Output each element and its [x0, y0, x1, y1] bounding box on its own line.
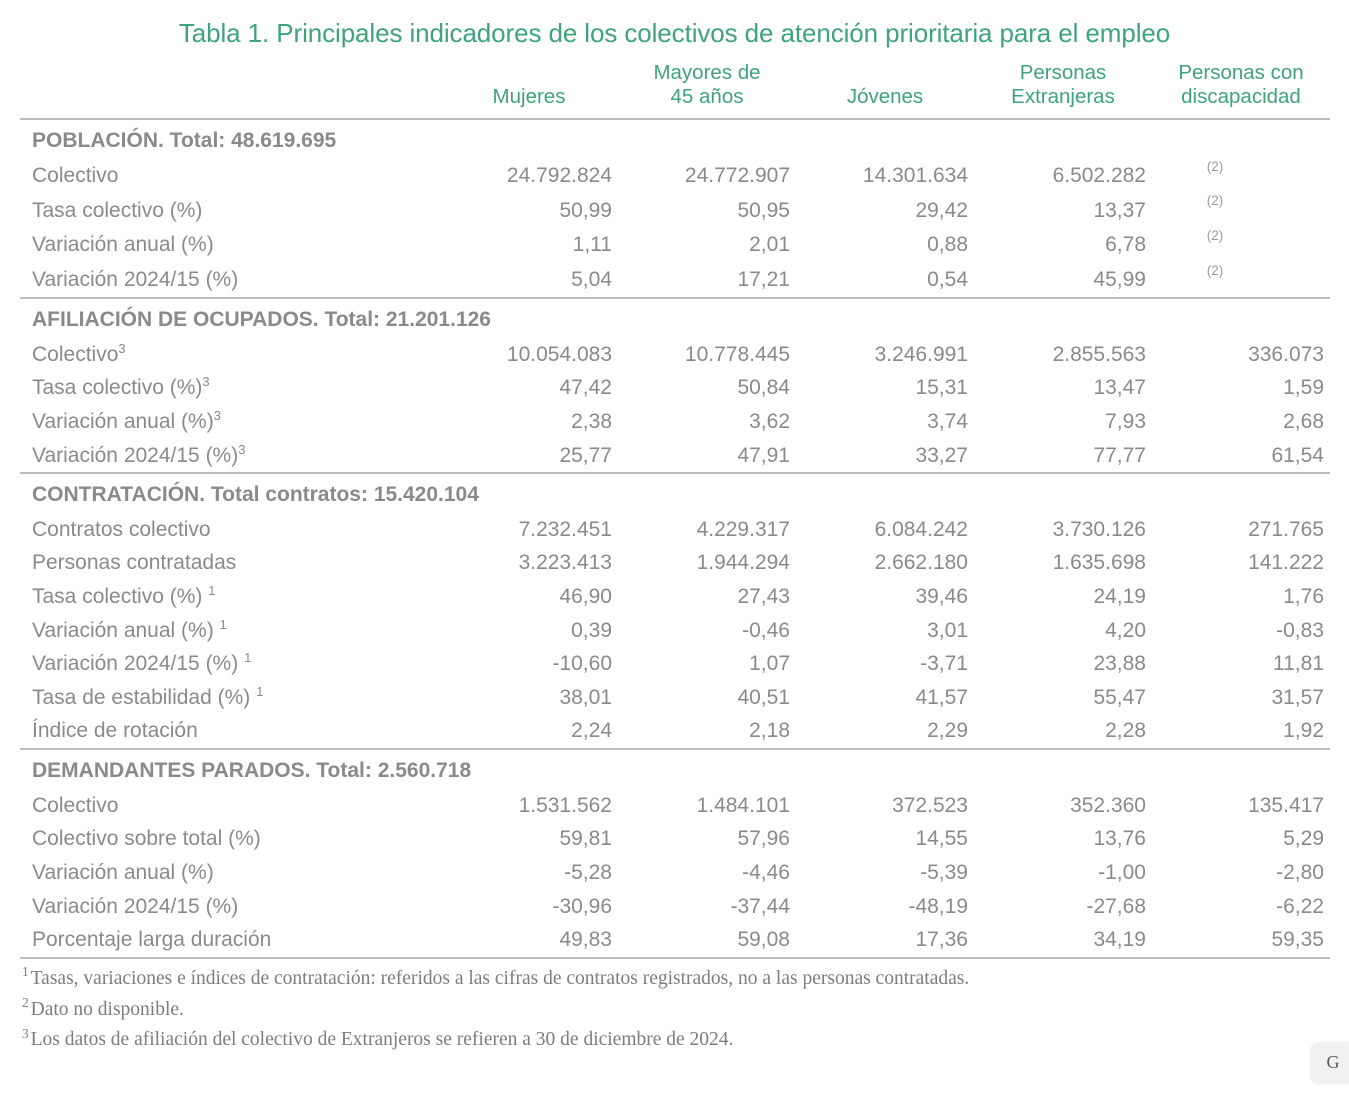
table-cell: 5,29	[1283, 827, 1324, 851]
row-label	[20, 681, 440, 715]
table-cell: 17,36	[796, 923, 974, 958]
table-cell: 0,54	[927, 268, 968, 292]
table-cell: 77,77	[1093, 443, 1146, 467]
table-cell: 2,01	[749, 233, 790, 257]
table-cell: 11,81	[1273, 652, 1324, 676]
table-cell: 59,08	[618, 923, 796, 958]
row-label	[20, 338, 440, 372]
row-label-footnote-marker: 3	[118, 340, 126, 356]
column-header-line2: Extranjeras	[1011, 84, 1115, 108]
table-cell: 2,29	[927, 719, 968, 743]
row-label-text: Colectivo	[32, 793, 119, 817]
footnote-marker: 1	[22, 964, 29, 980]
table-cell: -10,60	[552, 652, 612, 676]
row-label-footnote-marker: 3	[202, 374, 210, 390]
table-cell: -0,46	[742, 618, 790, 642]
section-header-row	[20, 473, 1330, 513]
table-cell: 1,07	[749, 652, 790, 676]
row-label	[20, 439, 440, 474]
column-header-jovenes	[796, 55, 974, 119]
table-cell: 33,27	[915, 443, 968, 467]
section-heading: DEMANDANTES PARADOS. Total: 2.560.718	[20, 749, 1330, 789]
table-cell: 1.944.294	[696, 551, 790, 575]
footnote-item	[22, 995, 1322, 1026]
table-cell: -5,39	[920, 860, 968, 884]
row-label	[20, 228, 440, 263]
table-cell: 7,93	[1105, 410, 1146, 433]
section-header-row	[20, 298, 1330, 338]
section-header-row	[20, 119, 1330, 159]
indicators-table	[20, 55, 1330, 959]
not-available-marker: (2)	[1206, 262, 1224, 278]
row-label	[20, 580, 440, 614]
row-label-text: Tasa de estabilidad (%)	[32, 685, 257, 709]
row-label-text: Variación anual (%)	[32, 410, 214, 433]
table-cell: -4,46	[742, 860, 790, 884]
column-header-line1: Mayores de	[653, 61, 761, 84]
table-cell: 49,83	[440, 923, 618, 958]
footnote-item	[22, 1025, 1322, 1056]
table-cell: 6.084.242	[874, 517, 968, 541]
row-label	[20, 159, 440, 194]
row-label	[20, 714, 440, 749]
table-row	[20, 681, 1330, 715]
table-cell: 2,68	[1283, 410, 1324, 433]
column-header-blank	[20, 55, 440, 119]
table-cell: 39,46	[915, 585, 968, 609]
row-label-text: Porcentaje larga duración	[32, 928, 272, 952]
corner-chip-glyph: G	[1326, 1051, 1340, 1072]
table-cell: -27,68	[1086, 894, 1146, 918]
table-cell: 6.502.282	[1052, 164, 1146, 188]
table-cell: 10.778.445	[684, 342, 790, 366]
section-heading: CONTRATACIÓN. Total contratos: 15.420.104	[20, 473, 1330, 513]
table-row	[20, 263, 1330, 299]
table-cell: -1,00	[1098, 860, 1146, 884]
row-label	[20, 789, 440, 823]
table-cell: 17,21	[737, 268, 790, 292]
table-cell: 23,88	[1093, 652, 1146, 676]
row-label	[20, 546, 440, 580]
table-cell: 141.222	[1248, 551, 1324, 575]
column-header-line1: Personas	[1019, 61, 1107, 84]
row-label-text: Tasa colectivo (%)	[32, 198, 203, 222]
table-cell: 61,54	[1271, 443, 1324, 467]
row-label-footnote-marker: 1	[256, 683, 264, 699]
table-row	[20, 439, 1330, 474]
page-title: Tabla 1. Principales indicadores de los colectivos de atención prioritaria para el empleo	[178, 18, 1171, 48]
table-cell: -30,96	[552, 894, 612, 918]
cell-not-available	[1152, 193, 1330, 228]
not-available-marker: (2)	[1206, 227, 1224, 243]
table-cell: 47,42	[559, 376, 612, 400]
table-row	[20, 822, 1330, 856]
table-row	[20, 714, 1330, 749]
section-heading: AFILIACIÓN DE OCUPADOS. Total: 21.201.126	[20, 298, 1330, 338]
table-cell: 24.792.824	[506, 164, 612, 188]
table-row	[20, 856, 1330, 890]
table-cell: 15,31	[915, 376, 968, 400]
row-label-text: Variación anual (%)	[32, 618, 220, 642]
footnote-text: Tasas, variaciones e índices de contratación: referidos a las cifras de contratos registrados, no a las personas contratadas.	[30, 967, 970, 989]
row-label	[20, 890, 440, 924]
table-cell: 59,81	[559, 827, 612, 851]
table-cell: 47,91	[737, 443, 790, 467]
table-cell: 14,55	[915, 827, 968, 851]
column-header-line2: 45 años	[670, 84, 744, 108]
row-label-text: Variación 2024/15 (%)	[32, 268, 239, 292]
table-cell: 271.765	[1248, 517, 1324, 541]
table-cell: 13,76	[1093, 827, 1146, 851]
cell-not-available	[1152, 228, 1330, 263]
table-row	[20, 159, 1330, 194]
row-label-text: Colectivo	[32, 164, 119, 188]
table-cell: 352.360	[1070, 793, 1146, 817]
table-cell: 27,43	[737, 585, 790, 609]
table-cell: 41,57	[915, 685, 968, 709]
row-label-footnote-marker: 3	[213, 408, 221, 423]
column-header-line1: Jóvenes	[846, 84, 924, 108]
table-row	[20, 647, 1330, 681]
row-label-text: Variación 2024/15 (%)	[32, 443, 239, 467]
row-label	[20, 405, 440, 439]
table-cell: 3.223.413	[518, 551, 612, 575]
table-cell: 2,38	[571, 410, 612, 433]
footnote-marker: 3	[22, 1025, 29, 1041]
table-row	[20, 371, 1330, 405]
row-label-text: Tasa colectivo (%)	[32, 376, 203, 400]
table-cell: 50,99	[559, 198, 612, 222]
table-cell: -48,19	[908, 894, 968, 918]
table-cell: 336.073	[1248, 342, 1324, 366]
row-label	[20, 822, 440, 856]
table-cell: 3,74	[927, 410, 968, 433]
row-label-text: Contratos colectivo	[32, 517, 211, 541]
table-cell: 372.523	[892, 793, 968, 817]
row-label	[20, 647, 440, 681]
table-row	[20, 923, 1330, 958]
row-label	[20, 923, 440, 958]
table-cell: -5,28	[564, 860, 612, 884]
column-header-line2: discapacidad	[1181, 84, 1301, 108]
table-cell: 3,62	[749, 410, 790, 433]
table-head	[20, 55, 1330, 119]
table-cell: -0,83	[1276, 618, 1324, 642]
row-label-footnote-marker: 3	[238, 441, 246, 457]
table-cell: -3,71	[920, 652, 968, 676]
table-cell: 2,24	[571, 719, 612, 743]
table-row	[20, 338, 1330, 372]
table-cell: 24,19	[1093, 585, 1146, 609]
footnote-marker: 2	[22, 995, 29, 1011]
row-label	[20, 193, 440, 228]
table-cell: 2.662.180	[874, 551, 968, 575]
row-label-text: Personas contratadas	[32, 551, 237, 575]
row-label-footnote-marker: 1	[219, 616, 227, 632]
table-cell: 3,01	[927, 618, 968, 642]
table-row	[20, 614, 1330, 648]
table-cell: 14.301.634	[862, 164, 968, 188]
footnotes	[22, 964, 1322, 1057]
table-cell: 1.635.698	[1052, 551, 1146, 575]
table-cell: 57,96	[737, 827, 790, 851]
table-row	[20, 193, 1330, 228]
table-cell: 45,99	[1093, 268, 1146, 292]
table-row	[20, 513, 1330, 547]
row-label-footnote-marker: 1	[244, 650, 252, 666]
table-row	[20, 580, 1330, 614]
not-available-marker: (2)	[1206, 193, 1224, 209]
table-cell: 1.484.101	[696, 793, 790, 817]
row-label-text: Variación anual (%)	[32, 233, 214, 257]
table-cell: 7.232.451	[518, 517, 612, 541]
table-row	[20, 546, 1330, 580]
table-cell: 34,19	[974, 923, 1152, 958]
table-cell: 3.730.126	[1052, 517, 1146, 541]
row-label	[20, 513, 440, 547]
column-header-line1: Mujeres	[492, 84, 566, 108]
table-row	[20, 228, 1330, 263]
row-label	[20, 614, 440, 648]
row-label-text: Tasa colectivo (%)	[32, 585, 209, 609]
table-cell: 3.246.991	[874, 342, 968, 366]
table-cell: -37,44	[730, 894, 790, 918]
table-cell: 135.417	[1248, 793, 1324, 817]
table-cell: 2,28	[1105, 719, 1146, 743]
table-cell: 50,95	[737, 198, 790, 222]
table-cell: 1,11	[572, 233, 612, 257]
table-cell: 4.229.317	[696, 517, 790, 541]
row-label-text: Variación 2024/15 (%)	[32, 894, 239, 918]
table-cell: 1,92	[1283, 719, 1324, 743]
table-cell: 13,37	[1093, 198, 1146, 222]
table-cell: 59,35	[1152, 923, 1330, 958]
row-label-text: Variación 2024/15 (%)	[32, 652, 245, 676]
table-row	[20, 405, 1330, 439]
table-cell: 46,90	[559, 585, 612, 609]
table-row	[20, 890, 1330, 924]
row-label	[20, 371, 440, 405]
table-cell: 13,47	[1093, 376, 1146, 400]
table-cell: 38,01	[559, 685, 612, 709]
table-cell: 29,42	[915, 198, 968, 222]
row-label-text: Colectivo	[32, 342, 119, 366]
column-header-line1: Personas con	[1178, 61, 1304, 84]
table-cell: 6,78	[1105, 233, 1146, 257]
table-cell: 4,20	[1105, 618, 1146, 642]
cell-not-available	[1152, 263, 1330, 299]
table-body	[20, 119, 1330, 958]
row-label-text: Variación anual (%)	[32, 860, 214, 884]
footnote-text: Dato no disponible.	[30, 998, 184, 1020]
section-heading: POBLACIÓN. Total: 48.619.695	[20, 119, 1330, 159]
table-cell: 1,59	[1283, 376, 1324, 400]
table-cell: 25,77	[559, 443, 612, 467]
table-cell: 40,51	[737, 685, 790, 709]
row-label-text: Colectivo sobre total (%)	[32, 827, 261, 851]
table-cell: 2.855.563	[1052, 342, 1146, 366]
table-cell: 31,57	[1271, 685, 1324, 709]
table-cell: 55,47	[1093, 685, 1146, 709]
table-row	[20, 789, 1330, 823]
row-label-footnote-marker: 1	[208, 583, 216, 599]
column-header-mayores-45	[618, 55, 796, 119]
not-available-marker: (2)	[1206, 158, 1224, 174]
table-cell: 2,18	[749, 719, 790, 743]
footnote-item	[22, 964, 1322, 995]
row-label	[20, 856, 440, 890]
row-label-text: Índice de rotación	[32, 719, 198, 743]
table-cell: -2,80	[1276, 860, 1324, 884]
table-cell: 50,84	[737, 376, 790, 400]
table-cell: 24.772.907	[684, 164, 790, 188]
table-cell: 10.054.083	[506, 342, 612, 366]
table-cell: 0,88	[927, 233, 968, 257]
column-header-personas-discapacidad	[1152, 55, 1330, 119]
column-header-personas-extranjeras	[974, 55, 1152, 119]
section-header-row	[20, 749, 1330, 789]
table-cell: 5,04	[571, 268, 612, 292]
row-label	[20, 263, 440, 299]
table-cell: -6,22	[1276, 894, 1324, 918]
table-cell: 1.531.562	[518, 793, 612, 817]
cell-not-available	[1152, 159, 1330, 194]
corner-chip-button[interactable]	[1311, 1042, 1349, 1082]
table-cell: 0,39	[571, 618, 612, 642]
footnote-text: Los datos de afiliación del colectivo de Extranjeros se refieren a 30 de diciembre de 2024.	[30, 1029, 734, 1051]
column-header-mujeres	[440, 55, 618, 119]
table-cell: 1,76	[1283, 585, 1324, 609]
